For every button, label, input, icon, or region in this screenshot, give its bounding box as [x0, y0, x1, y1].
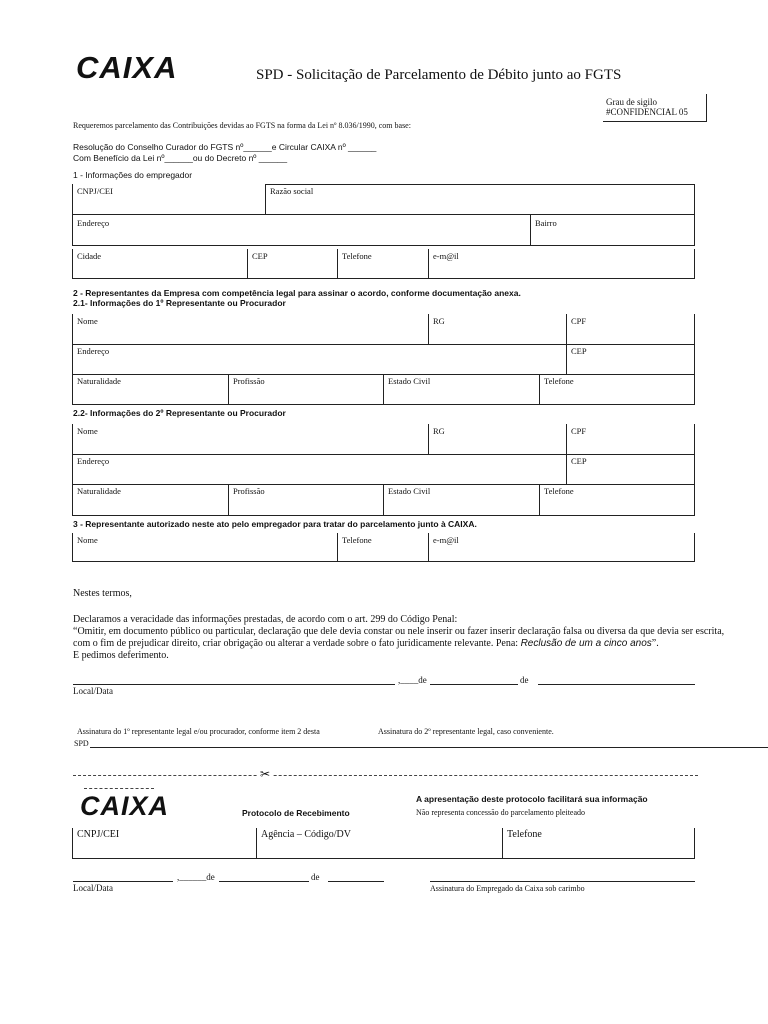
razao-social-label: Razão social	[270, 186, 314, 196]
requerimento-text: Requeremos parcelamento das Contribuições devidas ao FGTS na forma da Lei nº 8.036/1990, com base:	[73, 121, 411, 130]
rep1-estado-civil-label: Estado Civil	[388, 376, 431, 386]
scissors-icon: ✂	[260, 767, 271, 781]
rep2-estado-civil-field[interactable]	[383, 484, 539, 515]
rep3-email-label: e-m@il	[433, 535, 459, 545]
rep3-nome-label: Nome	[77, 535, 98, 545]
razao-social-field[interactable]	[265, 184, 695, 214]
section1-title: 1 - Informações do empregador	[73, 170, 193, 180]
telefone-label: Telefone	[342, 251, 372, 261]
rep3-telefone-label: Telefone	[342, 535, 372, 545]
local-data-label: Local/Data	[73, 686, 113, 696]
cep-label: CEP	[252, 251, 268, 261]
resolucao-text: Resolução do Conselho Curador do FGTS nº______e Circular CAIXA nº ______	[73, 142, 377, 152]
signature1-label-spd: SPD	[74, 739, 89, 748]
rep2-endereco-label: Endereço	[77, 456, 110, 466]
protocol-date-sep1: ,______de	[177, 872, 215, 882]
rep2-cep-label: CEP	[571, 456, 587, 466]
rep3-email-field[interactable]	[428, 533, 695, 561]
local-line[interactable]	[73, 684, 395, 685]
rep1-rg-field[interactable]	[428, 314, 566, 344]
protocol-day-month-line[interactable]	[219, 881, 309, 882]
protocol-cnpj-label: CNPJ/CEI	[77, 829, 120, 840]
cidade-label: Cidade	[77, 251, 102, 261]
pena-text: Reclusão de um a cinco anos	[520, 638, 652, 649]
cep-field[interactable]	[247, 249, 337, 278]
rep2-nome-label: Nome	[77, 426, 98, 436]
email-field[interactable]	[428, 249, 695, 278]
rep1-cpf-label: CPF	[571, 316, 587, 326]
year-line[interactable]	[538, 684, 695, 685]
rep1-telefone-field[interactable]	[539, 374, 695, 404]
protocol-telefone-label: Telefone	[507, 829, 542, 840]
signature1-label: Assinatura do 1º representante legal e/ou procurador, conforme item 2 desta	[77, 727, 320, 736]
declaration-line3	[73, 638, 659, 649]
rep1-profissao-label: Profissão	[233, 376, 265, 386]
signature-bottom-line	[90, 747, 768, 748]
beneficio-text: Com Benefício da Lei nº______ou do Decreto nº ______	[73, 153, 288, 163]
rep1-endereco-label: Endereço	[77, 346, 110, 356]
rep1-endereco-field[interactable]	[72, 344, 566, 374]
rep2-naturalidade-label: Naturalidade	[77, 486, 121, 496]
rep2-cpf-label: CPF	[571, 426, 587, 436]
protocol-title: Protocolo de Recebimento	[242, 808, 350, 818]
cnpj-label: CNPJ/CEI	[77, 186, 113, 196]
rep1-telefone-label: Telefone	[544, 376, 574, 386]
rep2-cpf-field[interactable]	[566, 424, 695, 454]
rep2-profissao-field[interactable]	[228, 484, 383, 515]
rep3-telefone-field[interactable]	[337, 533, 428, 561]
date-sep2: de	[520, 675, 529, 685]
rep1-cep-label: CEP	[571, 346, 587, 356]
rep1-nome-field[interactable]	[72, 314, 428, 344]
rep2-estado-civil-label: Estado Civil	[388, 486, 431, 496]
section2-title: 2 - Representantes da Empresa com competência legal para assinar o acordo, conforme documentação anexa.	[73, 288, 521, 298]
protocol-year-line[interactable]	[328, 881, 384, 882]
rep1-cpf-field[interactable]	[566, 314, 695, 344]
rep3-nome-field[interactable]	[72, 533, 337, 561]
bairro-field[interactable]	[530, 214, 695, 245]
rep2-nome-field[interactable]	[72, 424, 428, 454]
rep1-naturalidade-label: Naturalidade	[77, 376, 121, 386]
declaration-line2: “Omitir, em documento público ou particular, declaração que dele devia constar ou nele inserir ou fazer inserir declaração falsa ou diversa da que devia ser escrita,	[73, 626, 725, 637]
section3-title: 3 - Representante autorizado neste ato pelo empregador para tratar do parcelamento junto à CAIXA.	[73, 519, 477, 529]
nestes-termos: Nestes termos,	[73, 588, 132, 599]
sigilo-value: #CONFIDENCIAL 05	[606, 107, 688, 117]
endereco-field[interactable]	[72, 214, 530, 245]
rep1-profissao-field[interactable]	[228, 374, 383, 404]
protocol-note2: Não representa concessão do parcelamento pleiteado	[416, 808, 586, 817]
rep2-profissao-label: Profissão	[233, 486, 265, 496]
signature2-label: Assinatura do 2º representante legal, caso conveniente.	[378, 727, 554, 736]
rep2-endereco-field[interactable]	[72, 454, 566, 484]
protocol-signature-line[interactable]	[430, 881, 695, 882]
rep1-rg-label: RG	[433, 316, 445, 326]
bairro-label: Bairro	[535, 218, 557, 228]
cnpj-field[interactable]	[72, 184, 265, 214]
rep2-naturalidade-field[interactable]	[72, 484, 228, 515]
protocol-telefone-field[interactable]	[502, 828, 695, 858]
protocol-local-data-label: Local/Data	[73, 883, 113, 893]
telefone-field[interactable]	[337, 249, 428, 278]
rep2-telefone-field[interactable]	[539, 484, 695, 515]
cut-line-2	[84, 788, 154, 789]
endereco-label: Endereço	[77, 218, 110, 228]
rep2-cep-field[interactable]	[566, 454, 695, 484]
declaration-line3-text: com o fim de prejudicar direito, criar obrigação ou alterar a verdade sobre o fato juridicamente relevante. Pena:	[73, 638, 519, 649]
day-month-line[interactable]	[430, 684, 518, 685]
protocol-agencia-label: Agência – Código/DV	[261, 829, 351, 840]
rep1-nome-label: Nome	[77, 316, 98, 326]
form-title: SPD - Solicitação de Parcelamento de Débito junto ao FGTS	[256, 67, 622, 83]
caixa-logo-protocol: CAIXA	[80, 791, 170, 821]
protocol-agencia-field[interactable]	[256, 828, 502, 858]
caixa-logo: CAIXA	[76, 50, 178, 85]
declaration-line1: Declaramos a veracidade das informações prestadas, de acordo com o art. 299 do Código Penal:	[73, 614, 458, 625]
rep2-rg-field[interactable]	[428, 424, 566, 454]
rep1-naturalidade-field[interactable]	[72, 374, 228, 404]
sigilo-label: Grau de sigilo	[606, 97, 657, 107]
date-sep1: ,____de	[398, 675, 427, 685]
protocol-cnpj-field[interactable]	[72, 828, 256, 858]
section2-sub2: 2.2- Informações do 2º Representante ou Procurador	[73, 408, 286, 418]
rep1-cep-field[interactable]	[566, 344, 695, 374]
rep2-rg-label: RG	[433, 426, 445, 436]
cidade-field[interactable]	[72, 249, 247, 278]
email-label: e-m@il	[433, 251, 459, 261]
cut-line	[73, 775, 698, 776]
section2-sub1: 2.1- Informações do 1º Representante ou Procurador	[73, 298, 286, 308]
declaration-line4: E pedimos deferimento.	[73, 650, 169, 661]
protocol-local-line[interactable]	[73, 881, 173, 882]
rep2-telefone-label: Telefone	[544, 486, 574, 496]
pena-end: ”.	[651, 638, 659, 649]
protocol-date-sep2: de	[311, 872, 320, 882]
protocol-signature-label: Assinatura do Empregado da Caixa sob carimbo	[430, 884, 585, 893]
protocol-note1: A apresentação deste protocolo facilitará sua informação	[416, 794, 648, 804]
rep1-estado-civil-field[interactable]	[383, 374, 539, 404]
